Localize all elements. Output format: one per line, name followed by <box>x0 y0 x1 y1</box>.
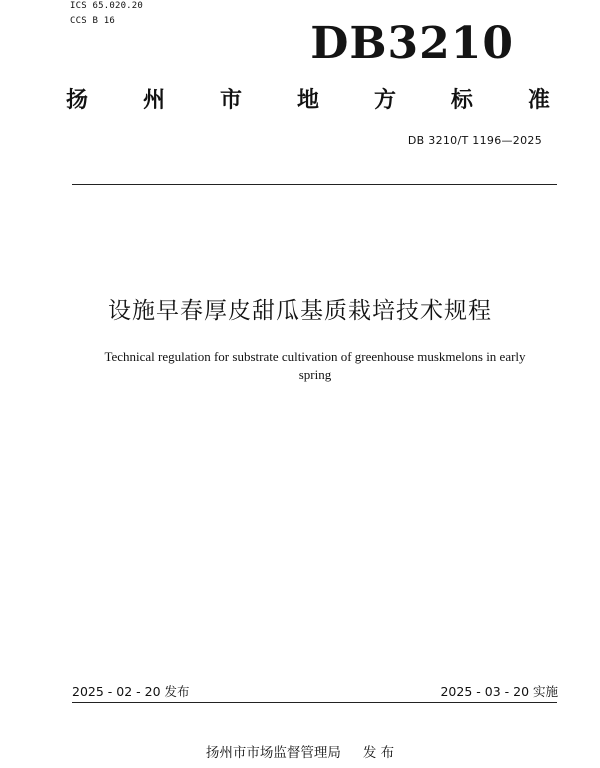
document-title-english <box>70 348 560 384</box>
issue-date: 2025 - 02 - 20 发布 <box>72 684 190 699</box>
standard-type-heading <box>66 86 550 116</box>
standard-number: DB 3210/T 1196—2025 <box>407 134 542 147</box>
document-title-chinese: 设施早春厚皮甜瓜基质栽培技术规程 <box>108 298 492 324</box>
standard-type-char: 市 <box>219 88 242 113</box>
standard-code-logo: DB3210 <box>310 18 514 69</box>
issuer-action: 发 布 <box>362 745 395 761</box>
bottom-divider <box>72 702 557 703</box>
ccs-classification: CCS B 16 <box>70 16 115 26</box>
title-english-line: Technical regulation for substrate cultivation of greenhouse muskmelons in early <box>104 349 526 364</box>
ics-classification: ICS 65.020.20 <box>70 1 144 11</box>
standard-type-char: 标 <box>450 88 473 113</box>
standard-type-char: 州 <box>142 88 165 113</box>
top-divider <box>72 184 557 185</box>
standard-type-char: 地 <box>296 88 319 113</box>
standard-type-char: 方 <box>373 88 396 113</box>
standard-type-char: 准 <box>527 88 550 113</box>
issuer-name: 扬州市市场监督管理局 <box>205 745 341 761</box>
title-english-line: spring <box>298 367 332 382</box>
implementation-date: 2025 - 03 - 20 实施 <box>440 684 558 699</box>
standard-type-char: 扬 <box>66 88 89 113</box>
issuing-authority <box>0 744 600 762</box>
